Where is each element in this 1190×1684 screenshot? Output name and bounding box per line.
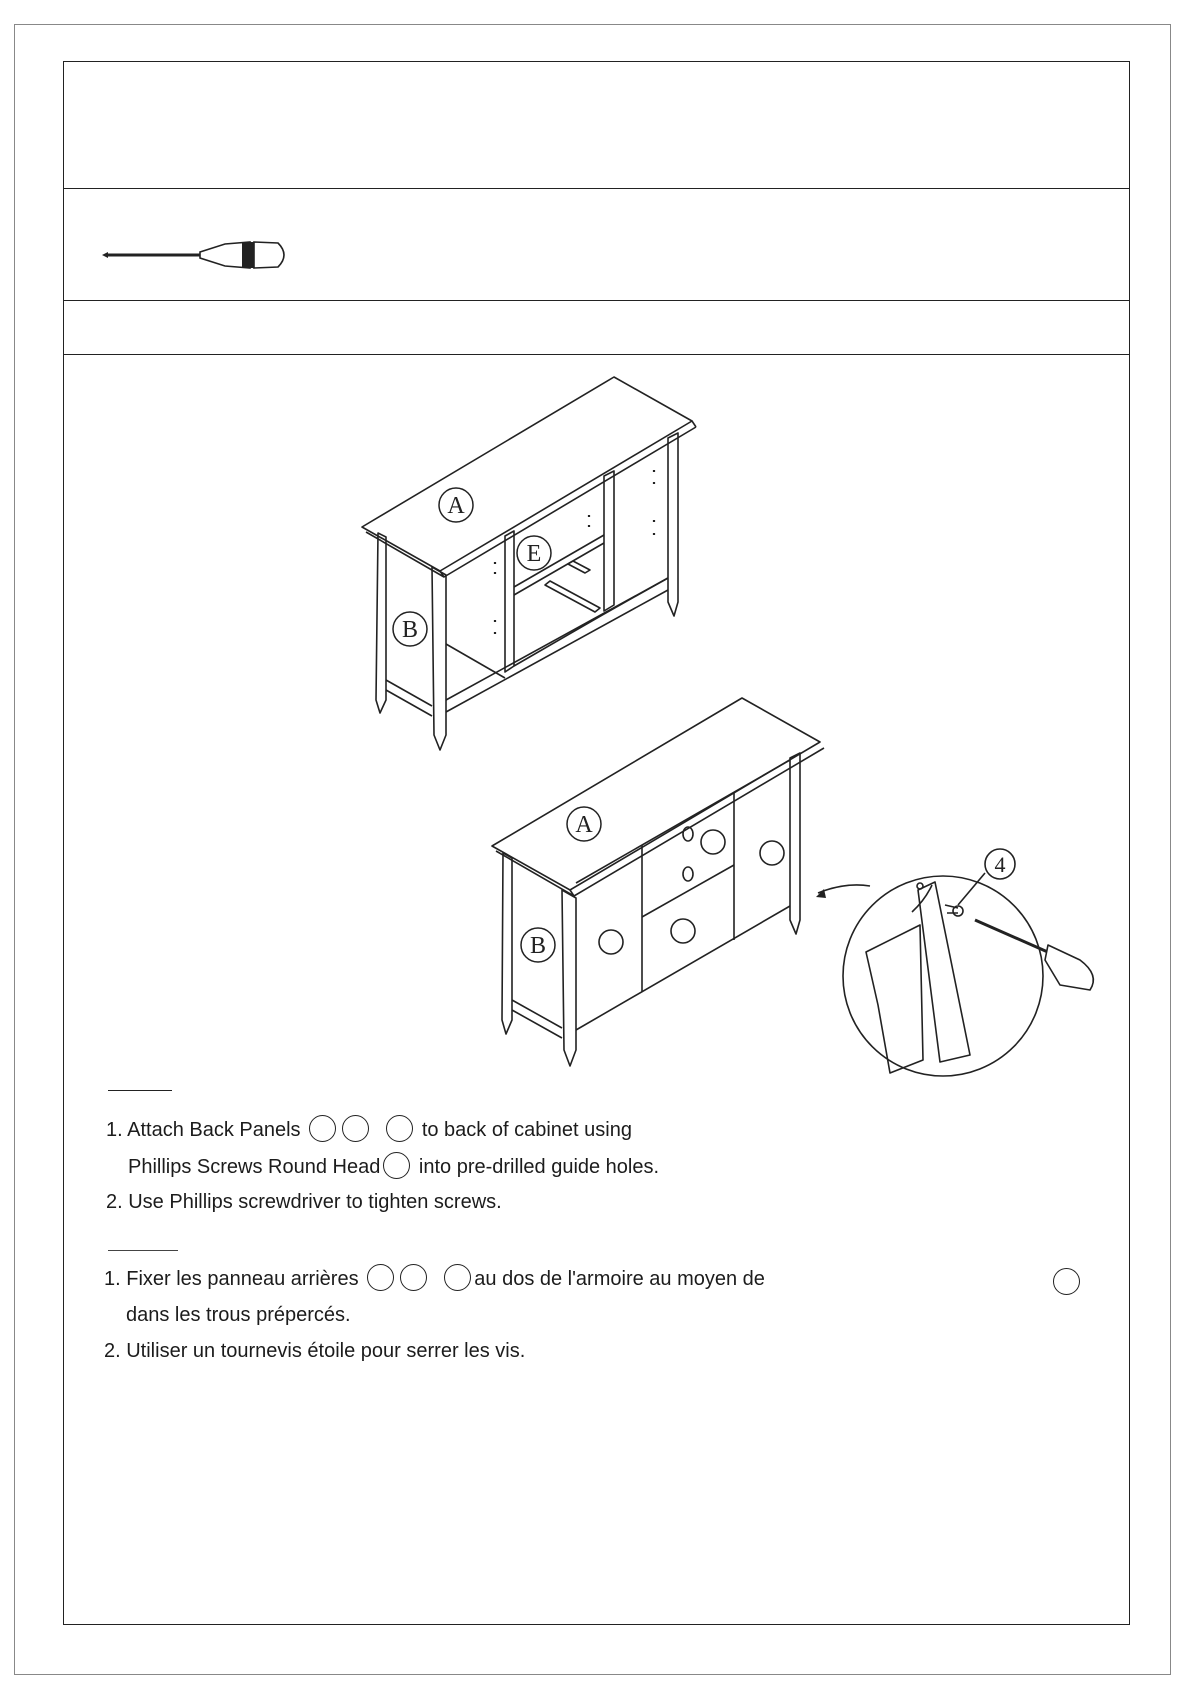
part-a-label: A xyxy=(447,493,465,519)
part-b-label: B xyxy=(401,617,419,643)
part-b-label-2: B xyxy=(529,933,547,959)
back-panel-circle xyxy=(309,1115,336,1142)
fr-step2: 2. Utiliser un tournevis étoile pour serrer les vis. xyxy=(104,1340,526,1362)
part-a-label-2: A xyxy=(575,812,593,838)
part-e-label: E xyxy=(526,541,542,567)
back-panel-circle xyxy=(400,1264,427,1291)
en-heading-rule xyxy=(108,1090,172,1091)
back-panel-circle xyxy=(444,1264,471,1291)
en-step1-line2: Phillips Screws Round Head into pre-drilled guide holes. xyxy=(128,1155,659,1179)
back-panel-circle xyxy=(386,1115,413,1142)
cabinet-back-view xyxy=(492,698,824,1066)
fr-step1-line1: 1. Fixer les panneau arrières au dos de l'armoire au moyen de xyxy=(104,1267,765,1291)
detail-callout xyxy=(816,849,1093,1076)
hardware-4-label: 4 xyxy=(994,852,1006,877)
back-panel-circle xyxy=(342,1115,369,1142)
fr-heading-rule xyxy=(108,1250,178,1251)
fr-step1-line2: dans les trous prépercés. xyxy=(126,1304,351,1326)
back-panel-circle xyxy=(367,1264,394,1291)
en-step2: 2. Use Phillips screwdriver to tighten screws. xyxy=(106,1191,502,1213)
screw-circle xyxy=(1053,1268,1080,1295)
en-step1-line1: 1. Attach Back Panels to back of cabinet using xyxy=(106,1118,632,1142)
screw-circle xyxy=(383,1152,410,1179)
